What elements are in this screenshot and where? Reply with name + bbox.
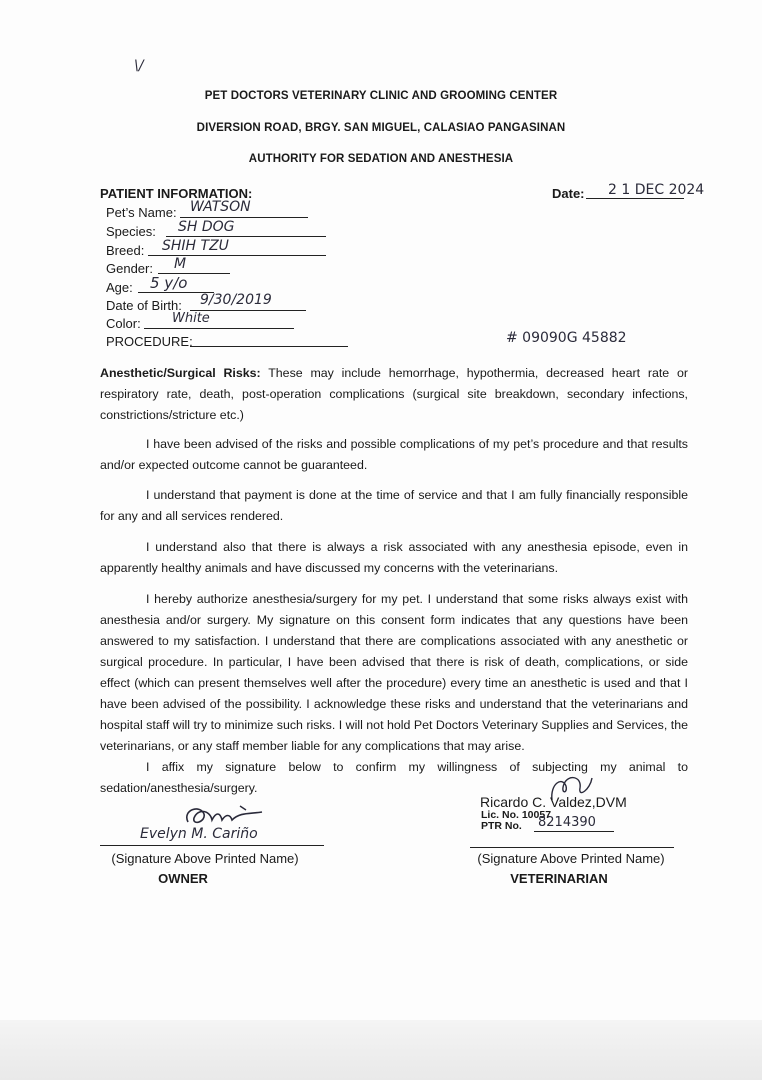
color-line <box>144 328 294 329</box>
species-label: Species: <box>106 224 156 239</box>
form-title: AUTHORITY FOR SEDATION AND ANESTHESIA <box>248 153 514 165</box>
species-value[interactable]: SH DOG <box>178 219 235 235</box>
clinic-name: PET DOCTORS VETERINARY CLINIC AND GROOMING CENTER <box>204 90 558 102</box>
vet-signature-caption: (Signature Above Printed Name) <box>477 851 665 866</box>
vet-stamp-name: Ricardo C. Valdez,DVM <box>480 794 627 810</box>
owner-signature-line <box>100 845 324 846</box>
owner-signature-caption: (Signature Above Printed Name) <box>111 851 299 866</box>
breed-label: Breed: <box>106 243 145 258</box>
date-line <box>586 198 684 199</box>
procedure-label: PROCEDURE: <box>106 334 193 349</box>
procedure-line <box>190 346 348 347</box>
patient-info-heading: PATIENT INFORMATION: <box>100 186 253 201</box>
vet-ptr-line <box>534 831 614 832</box>
risks-heading: Anesthetic/Surgical Risks: <box>100 366 261 380</box>
paragraph-affix-signature: I affix my signature below to confirm my willingness of subjecting my animal to sedation/anesthesia/surgery. <box>100 760 688 795</box>
paragraph-risk-advisement: I have been advised of the risks and possible complications of my pet’s procedure and that results and/or expected outcome cannot be guaranteed. <box>100 437 688 472</box>
pet-name-label: Pet’s Name: <box>106 205 177 220</box>
paragraph-authorization: I hereby authorize anesthesia/surgery for my pet. I understand that some risks always exist with anesthesia and/or surgery. My signature on this consent form indicates that any questions have been answered to my satisfaction. I understand that there are complications associated with any anesthetic or surgical procedure. In particular, I have been advised that there is risk of death, complications, or side effect (which can present themselves well after the procedure) every time an anesthetic is used and that I have been advised of the possibility. I acknowledge these risks and understand that the veterinarians and hospital staff will try to minimize such risks. I will not hold Pet Doctors Veterinary Supplies and Services, the veterinarians, or any staff member liable for any complications that may arise. <box>100 592 688 753</box>
owner-role-label: OWNER <box>158 871 208 886</box>
pet-name-value[interactable]: WATSON <box>190 199 251 215</box>
clinic-address: DIVERSION ROAD, BRGY. SAN MIGUEL, CALASIAO PANGASINAN <box>196 122 566 134</box>
owner-printed-name[interactable]: Evelyn M. Cariño <box>140 826 258 842</box>
vet-signature-line <box>470 847 674 848</box>
pet-name-line <box>180 217 308 218</box>
color-label: Color: <box>106 316 141 331</box>
date-label: Date: <box>552 186 585 201</box>
paragraph-anesthesia-risk: I understand also that there is always a risk associated with any anesthesia episode, even in apparently healthy animals and have discussed my concerns with the veterinarians. <box>100 540 688 575</box>
scan-bottom-edge <box>0 1020 762 1080</box>
corner-check-mark: \/ <box>134 58 144 74</box>
dob-label: Date of Birth: <box>106 298 182 313</box>
paragraph-payment: I understand that payment is done at the time of service and that I am fully financially responsible for any and all services rendered. <box>100 488 688 523</box>
risks-paragraph <box>100 363 688 426</box>
gender-value[interactable]: M <box>174 256 187 272</box>
vet-ptr-label: PTR No. <box>481 820 522 832</box>
vet-ptr-value: 8214390 <box>538 815 596 830</box>
species-line <box>166 236 326 237</box>
date-value[interactable]: 2 1 DEC 2024 <box>608 182 705 198</box>
vet-role-label: VETERINARIAN <box>510 871 608 886</box>
gender-label: Gender: <box>106 261 153 276</box>
risks-text: These may include hemorrhage, hypothermia, decreased heart rate or respiratory rate, death, post-operation complications (surgical site breakdown, secondary infections, constrictions/stricture etc.) <box>100 366 688 422</box>
breed-value[interactable]: SHIH TZU <box>162 238 229 254</box>
vet-license-line: Lic. No. 10057 <box>481 809 552 821</box>
phone-note: # 09090G 45882 <box>506 330 627 346</box>
dob-value[interactable]: 9/30/2019 <box>200 292 272 308</box>
age-label: Age: <box>106 280 133 295</box>
age-value[interactable]: 5 y/o <box>150 274 188 292</box>
color-value[interactable]: White <box>172 311 210 326</box>
